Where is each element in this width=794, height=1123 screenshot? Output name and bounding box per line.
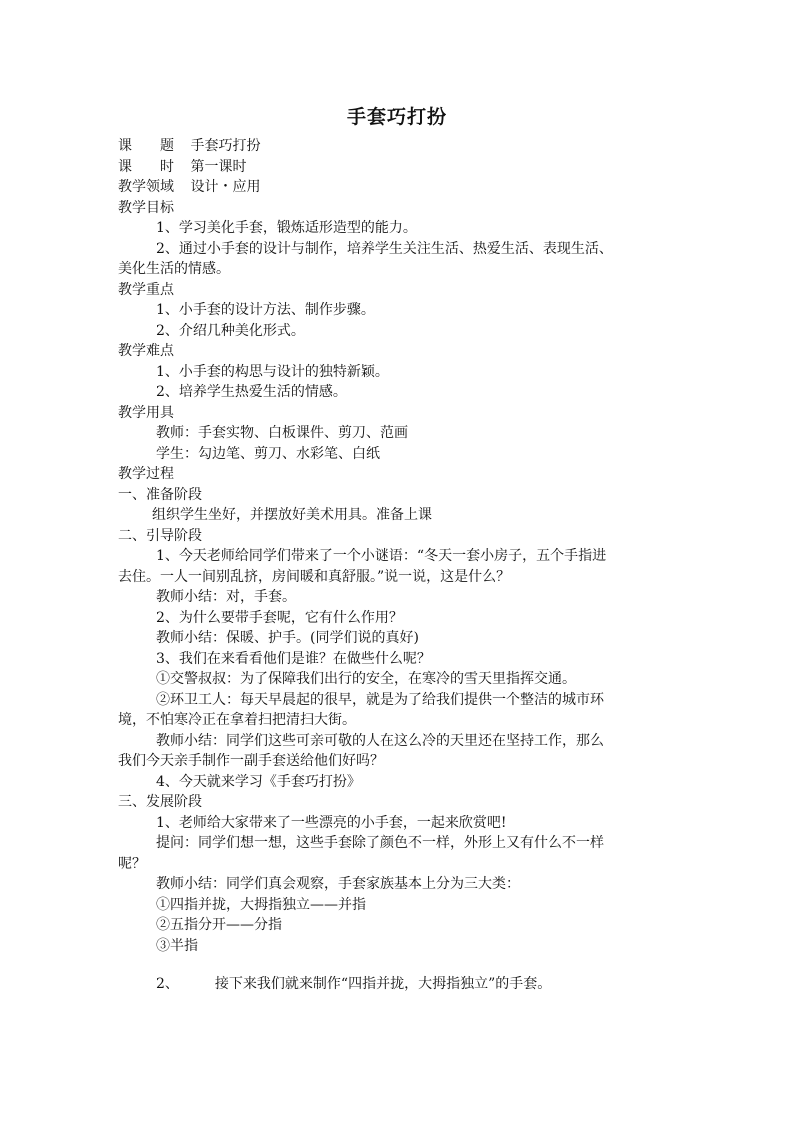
stage-item: ②环卫工人：每天早晨起的很早，就是为了给我们提供一个整洁的城市环 [156,691,604,708]
key-point-item: 2、介绍几种美化形式。 [156,322,305,339]
final-step-text: 接下来我们就来制作“四指并拢，大拇指独立”的手套。 [214,976,552,992]
period-label: 课 时 [118,158,174,175]
stage-item: 3、我们在来看看他们是谁？在做些什么呢？ [156,650,431,667]
stage-heading: 一、准备阶段 [118,486,202,503]
stage-heading: 二、引导阶段 [118,527,202,544]
goal-item: 1、学习美化手套，锻炼适形造型的能力。 [156,220,417,236]
stage-item: 教师小结：同学们这些可亲可敬的人在这么冷的天里还在坚持工作，那么 [156,732,604,749]
spacer [118,956,688,974]
domain-label: 教学领域 [118,179,174,195]
stage-item: ①交警叔叔：为了保障我们出行的安全，在寒冷的雪天里指挥交通。 [156,671,576,687]
stage-item: 4、今天就来学习《手套巧打扮》 [156,773,361,790]
tool-item: 教师：手套实物、白板课件、剪刀、范画 [156,425,408,441]
stage-item: 1、老师给大家带来了一些漂亮的小手套，一起来欣赏吧! [156,814,507,831]
stage-item: 教师小结：对，手套。 [156,589,296,605]
topic-value: 手套巧打扮 [190,138,261,154]
difficulty-item: 2、培养学生热爱生活的情感。 [156,384,347,400]
stage-item: 组织学生坐好，并摆放好美术用具。准备上课 [152,507,432,523]
domain-row [118,177,688,198]
stage-item: 我们今天亲手制作一副手套送给他们好吗？ [118,753,384,769]
stage-item: 境，不怕寒冷正在拿着扫把清扫大街。 [118,712,356,728]
period-row [118,157,688,178]
domain-value: 设计・应用 [190,179,261,195]
stage-item: 提问：同学们想一想，这些手套除了颜色不一样，外形上又有什么不一样 [156,835,604,851]
stage-item: ①四指并拢，大拇指独立——并指 [156,896,366,913]
stage-item: 呢？ [118,855,146,872]
section-heading-key-points: 教学重点 [118,281,174,298]
lesson-body [118,136,688,995]
stage-item: ③半指 [156,937,198,954]
stage-item: 2、为什么要带手套呢，它有什么作用？ [156,609,403,626]
topic-label: 课 题 [118,138,174,154]
section-heading-process: 教学过程 [118,466,174,482]
final-step-number: 2、 [156,976,179,992]
stage-item: 教师小结：同学们真会观察，手套家族基本上分为三大类： [156,876,520,892]
section-heading-tools: 教学用具 [118,404,174,421]
section-heading-difficulties: 教学难点 [118,343,174,359]
stage-heading: 三、发展阶段 [118,794,202,810]
stage-item: 去住。一人一间别乱挤，房间暖和真舒服。”说一说，这是什么？ [118,568,511,585]
page-title: 手套巧打扮 [346,106,447,128]
period-value: 第一课时 [190,158,247,175]
difficulty-item: 1、小手套的构思与设计的独特新颖。 [156,363,389,380]
tool-item: 学生：勾边笔、剪刀、水彩笔、白纸 [156,445,380,462]
stage-item: 教师小结：保暖、护手。(同学们说的真好) [156,630,419,646]
topic-row [118,136,688,157]
goal-item: 2、通过小手套的设计与制作，培养学生关注生活、热爱生活、表现生活、 [156,240,613,257]
final-step-row [118,974,688,995]
key-point-item: 1、小手套的设计方法、制作步骤。 [156,302,375,318]
goal-item: 美化生活的情感。 [118,261,230,277]
stage-item: ②五指分开——分指 [156,917,282,933]
stage-item: 1、今天老师给同学们带来了一个小谜语：“冬天一套小房子，五个手指进 [156,548,607,564]
section-heading-goals: 教学目标 [118,199,174,216]
